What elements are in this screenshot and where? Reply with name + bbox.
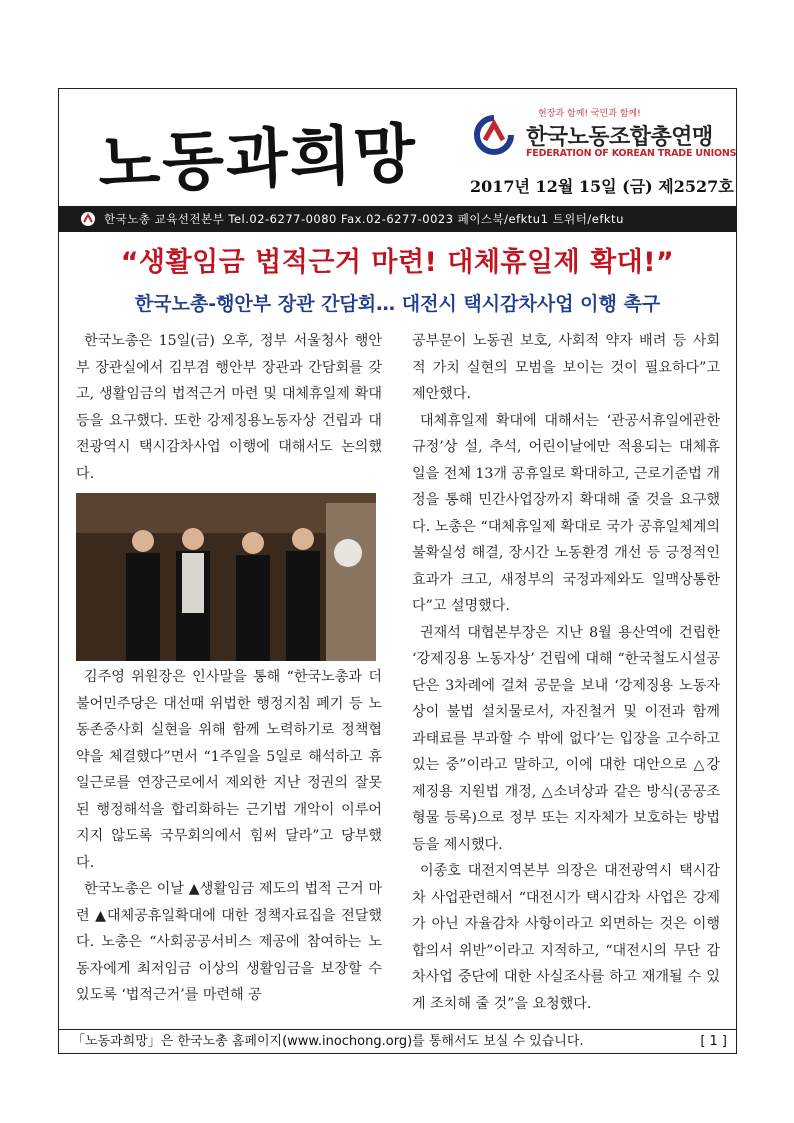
headline: “생활임금 법적근거 마련! 대체휴일제 확대!” (120, 247, 675, 278)
column-2 (412, 328, 720, 1017)
footer-text: 「노동과희망」은 한국노총 홈페이지(www.inochong.org)를 통해서도 보실 수 있습니다. (72, 1034, 584, 1049)
subheadline: 한국노총-행안부 장관 간담회… 대전시 택시감차사업 이행 촉구 (134, 293, 661, 315)
footer (58, 1029, 737, 1054)
meeting-photo (76, 493, 376, 661)
column-1-bottom (76, 664, 382, 1009)
column-1-top (76, 328, 382, 487)
slogan: 현장과 함께! 국민과 함께! (538, 109, 641, 119)
issue-date: 2017년 12월 15일 (금) 제2527호 (470, 177, 734, 196)
fktu-logo-icon (473, 114, 515, 156)
paragraph: 대체휴일제 확대에 대해서는 ‘관공서휴일에관한규정’상 설, 추석, 어린이날에만 적용되는 대체휴일을 전체 13개 공휴일로 확대하고, 근로기준법 개정을 통해 민간사업장까지 확대해 줄 것을 요구했다. 노총은 “대체휴일제 확대로 국가 공휴일체계의 불확실성 해결, 장시간 노동환경 개선 등 긍정적인 효과가 크고, 새정부의 국정과제와도 일맥상통한다”고 설명했다. (412, 412, 720, 614)
masthead (58, 88, 737, 206)
paragraph: 권재석 대협본부장은 지난 8월 용산역에 건립한 ‘강제징용 노동자상’ 건립에 대해 “한국철도시설공단은 3차례에 걸쳐 공문을 보내 ‘강제징용 노동자상이 불법 설치물로서, 자진철거 및 이전과 함께 과태료를 부과할 수 밖에 없다’는 입장을 고수하고 있는 중”이라고 말하고, 이에 대한 대안으로 △강제징용 지원법 개정, △소녀상과 같은 방식(공공조형물 등록)으로 정부 또는 지자체가 보호하는 방법 등을 제시했다. (412, 624, 720, 853)
page-number: [ 1 ] (700, 1034, 727, 1049)
paragraph: 이종호 대전지역본부 의장은 대전광역시 택시감차 사업관련해서 “대전시가 택시감차 사업은 강제가 아닌 자율감차 사항이라고 외면하는 것은 이행합의서 위반”이라고 지적하고, “대전시의 무단 감차사업 중단에 대한 사실조사를 하고 재개될 수 있게 조치해 줄 것”을 요청했다. (412, 863, 720, 1012)
org-name-english: FEDERATION OF KOREAN TRADE UNIONS (526, 148, 737, 159)
contact-bar (58, 206, 737, 232)
newsletter-title: 노동과희망 (96, 116, 419, 203)
paragraph: 김주영 위원장은 인사말을 통해 “한국노총과 더불어민주당은 대선때 위법한 행정지침 폐기 등 노동존중사회 실현을 위해 함께 노력하기로 정책협약을 체결했다”면서 “1주일을 5일로 해석하고 휴일근로를 연장근로에서 제외한 지난 정권의 잘못된 행정해석을 합리화하는 근기법 개악이 이루어지지 않도록 국무회의에서 힘써 달라”고 당부했다. (76, 669, 382, 871)
fktu-small-logo-icon (80, 211, 96, 227)
org-name-korean: 한국노동조합총연맹 (526, 125, 713, 150)
contact-text: 한국노총 교육선전본부 Tel.02-6277-0080 Fax.02-6277-0023 페이스북/efktu1 트위터/efktu (104, 212, 624, 226)
paragraph: 공부문이 노동권 보호, 사회적 약자 배려 등 사회적 가치 실현의 모범을 보이는 것이 필요하다”고 제안했다. (412, 333, 720, 402)
paragraph: 한국노총은 이날 ▲생활임금 제도의 법적 근거 마련 ▲대체공휴일확대에 대한 정책자료집을 전달했다. 노총은 “사회공공서비스 제공에 참여하는 노동자에게 최저임금 이상의 생활임금을 보장할 수 있도록 ‘법적근거’를 마련해 공 (76, 881, 382, 1003)
paragraph: 한국노총은 15일(금) 오후, 정부 서울청사 행안부 장관실에서 김부겸 행안부 장관과 간담회를 갖고, 생활임금의 법적근거 마련 및 대체휴일제 확대 등을 요구했다. 또한 강제징용노동자상 건립과 대전광역시 택시감차사업 이행에 대해서도 논의했다. (76, 333, 382, 482)
